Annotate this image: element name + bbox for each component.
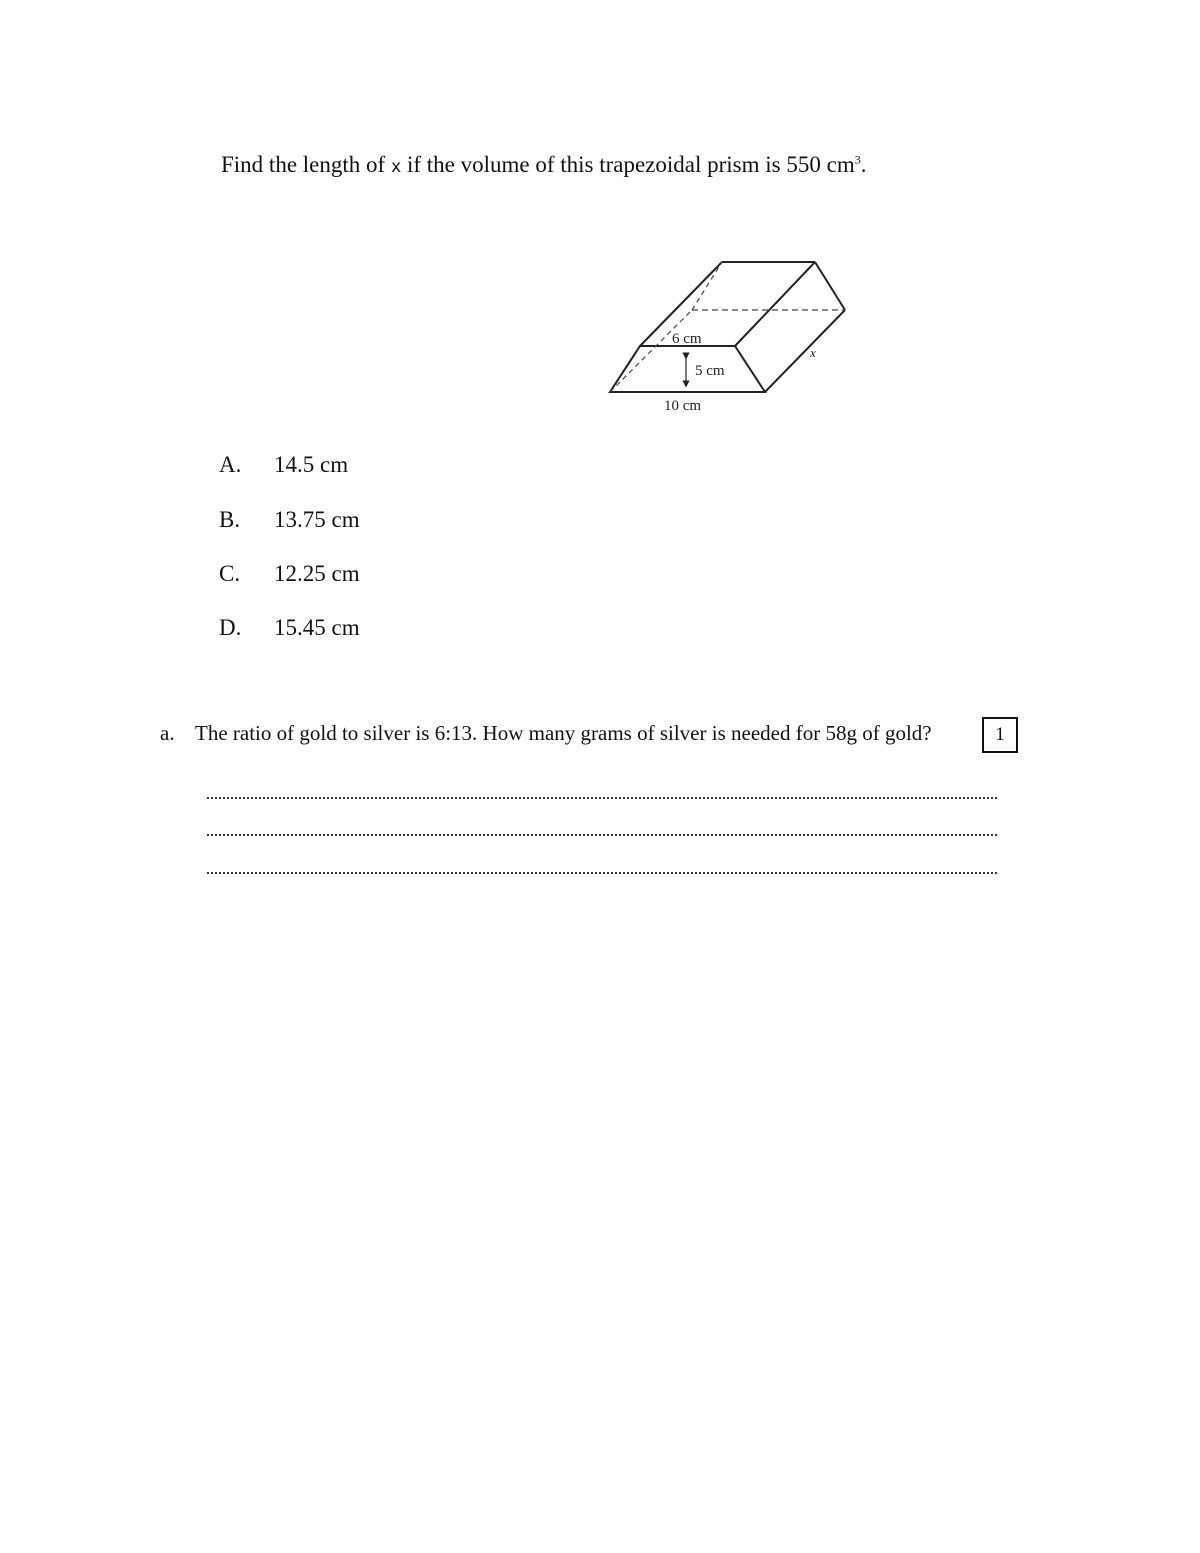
height-label: 5 cm <box>695 363 725 379</box>
depth-edge-bottom-right <box>765 310 845 392</box>
option-d[interactable] <box>219 615 360 641</box>
option-letter: C. <box>219 561 241 586</box>
question-1-superscript: 3 <box>854 152 861 167</box>
question-1-suffix: if the volume of this trapezoidal prism is 550 cm <box>401 152 855 177</box>
question-2-number: a. <box>160 721 175 745</box>
depth-edge-top-right <box>735 262 815 346</box>
answer-line-2[interactable] <box>207 834 997 836</box>
hidden-left-edge <box>692 262 722 310</box>
question-1-prefix: Find the length of <box>221 152 391 177</box>
prism-diagram <box>600 252 860 422</box>
option-value: 15.45 cm <box>274 615 360 640</box>
bottom-width-label: 10 cm <box>664 398 702 414</box>
question-1-end: . <box>860 152 867 177</box>
question-2-text: The ratio of gold to silver is 6:13. How many grams of silver is needed for 58g of gold? <box>195 721 932 745</box>
answer-line-3[interactable] <box>207 872 997 874</box>
option-value: 14.5 cm <box>274 452 349 477</box>
option-letter: D. <box>219 615 242 640</box>
front-face <box>610 346 765 392</box>
option-letter: A. <box>219 452 242 477</box>
option-b[interactable] <box>219 507 360 533</box>
length-label: x <box>810 345 816 360</box>
question-1-variable: x <box>390 157 402 177</box>
back-right-edge <box>815 262 845 310</box>
hidden-depth-edge <box>610 310 692 392</box>
option-value: 13.75 cm <box>274 507 360 532</box>
option-c[interactable] <box>219 561 360 587</box>
trapezoidal-prism-figure <box>600 252 860 422</box>
question-2 <box>160 721 932 746</box>
option-value: 12.25 cm <box>274 561 360 586</box>
option-a[interactable] <box>219 452 348 478</box>
marks-box: 1 <box>982 717 1018 753</box>
question-1-text <box>221 152 866 178</box>
top-width-label: 6 cm <box>672 331 702 347</box>
option-letter: B. <box>219 507 241 532</box>
answer-line-1[interactable] <box>207 797 997 799</box>
